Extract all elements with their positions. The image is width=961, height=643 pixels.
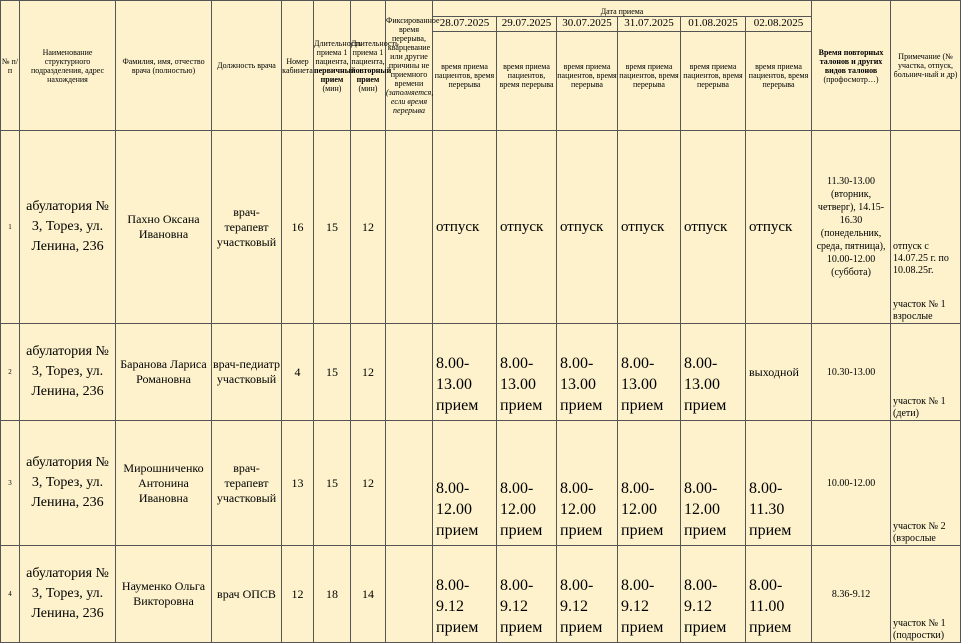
fixed-break-cell	[386, 421, 433, 546]
date-label: 28.07.2025	[433, 17, 496, 32]
date-sub-label: время приема пациентов, время перерыва	[748, 62, 809, 89]
day-cell: 8.00-11.30 прием	[746, 421, 812, 546]
position-cell: врач-терапевт участковый	[212, 421, 282, 546]
day-cell: отпуск	[618, 131, 681, 324]
col-header-room: Номер кабинета	[282, 1, 314, 131]
room-cell: 16	[282, 131, 314, 324]
note-top: отпуск с 14.07.25 г. по 10.08.25г.	[893, 241, 949, 276]
day-cell: отпуск	[746, 131, 812, 324]
room-cell: 4	[282, 324, 314, 421]
date-sub-label: время приема пациентов, время перерыва	[434, 62, 495, 89]
note-bottom: участок № 1 взрослые	[893, 299, 946, 322]
repeat-talons-cell: 11.30-13.00 (вторник, четверг), 14.15-16.30 (понедельник, среда, пятница), 10.00-12.00 (суббота)	[812, 131, 891, 324]
fixed-break-cell	[386, 546, 433, 643]
doctor-name-cell: Науменко Ольга Викторовна	[116, 546, 212, 643]
unit-cell: абулатория № 3, Торез, ул. Ленина, 236	[20, 546, 116, 643]
table-row	[1, 546, 961, 643]
repeat-talons-cell: 10.00-12.00	[812, 421, 891, 546]
date-label: 01.08.2025	[681, 17, 745, 32]
col-header-date-group: Дата приема	[433, 1, 812, 17]
date-column-header	[618, 17, 681, 131]
note-bottom: участок № 1 (подростки)	[893, 618, 946, 641]
row-number: 3	[1, 421, 20, 546]
repeat-talons-cell: 8.36-9.12	[812, 546, 891, 643]
date-label: 31.07.2025	[618, 17, 680, 32]
col-header-num: № п/п	[1, 1, 20, 131]
date-column-header	[433, 17, 497, 131]
day-cell: 8.00-12.00 прием	[618, 421, 681, 546]
day-cell: 8.00-9.12 прием	[497, 546, 557, 643]
date-sub-label: время приема пациентов, время перерыва	[683, 62, 743, 89]
day-cell: 8.00-13.00 прием	[497, 324, 557, 421]
date-column-header	[746, 17, 812, 131]
day-cell: 8.00-12.00 прием	[681, 421, 746, 546]
doctor-name-cell: Баранова Лариса Романовна	[116, 324, 212, 421]
note-bottom: участок № 2 (взрослые	[893, 521, 946, 544]
day-cell: 8.00-9.12 прием	[433, 546, 497, 643]
date-sub-label: время приема пациентов, время перерыва	[619, 62, 679, 89]
duration-repeat-cell: 14	[351, 546, 386, 643]
date-label: 02.08.2025	[746, 17, 811, 32]
duration-repeat-cell: 12	[351, 324, 386, 421]
day-cell: выходной	[746, 324, 812, 421]
col-header-note: Примечание (№ участка, отпуск, больнич-ный и др)	[891, 1, 961, 131]
row-number: 4	[1, 546, 20, 643]
duration-first-cell: 15	[314, 324, 351, 421]
col-header-duration-first: Длительность приема 1 пациента, первичный прием (мин)	[314, 1, 351, 131]
duration-repeat-cell: 12	[351, 421, 386, 546]
day-cell: 8.00-13.00 прием	[557, 324, 618, 421]
fixed-break-cell	[386, 324, 433, 421]
table-row	[1, 324, 961, 421]
note-cell	[891, 546, 961, 643]
table-row	[1, 421, 961, 546]
duration-repeat-cell: 12	[351, 131, 386, 324]
date-label: 29.07.2025	[497, 17, 556, 32]
row-number: 1	[1, 131, 20, 324]
day-cell: 8.00-9.12 прием	[681, 546, 746, 643]
duration-first-cell: 15	[314, 131, 351, 324]
date-column-header	[557, 17, 618, 131]
note-bottom: участок № 1 (дети)	[893, 396, 946, 419]
duration-first-cell: 18	[314, 546, 351, 643]
day-cell: 8.00-12.00 прием	[433, 421, 497, 546]
repeat-talons-cell: 10.30-13.00	[812, 324, 891, 421]
table-row	[1, 131, 961, 324]
day-cell: 8.00-11.00 прием	[746, 546, 812, 643]
fixed-break-cell	[386, 131, 433, 324]
unit-cell: абулатория № 3, Торез, ул. Ленина, 236	[20, 131, 116, 324]
date-sub-label: время приема пациентов, время перерыва	[557, 62, 617, 89]
room-cell: 12	[282, 546, 314, 643]
day-cell: отпуск	[681, 131, 746, 324]
col-header-unit: Наименование структурного подразделения, адрес нахождения	[20, 1, 116, 131]
row-number: 2	[1, 324, 20, 421]
room-cell: 13	[282, 421, 314, 546]
day-cell: отпуск	[557, 131, 618, 324]
note-cell	[891, 131, 961, 324]
day-cell: 8.00-9.12 прием	[557, 546, 618, 643]
doctor-name-cell: Пахно Оксана Ивановна	[116, 131, 212, 324]
day-cell: 8.00-13.00 прием	[681, 324, 746, 421]
day-cell: 8.00-9.12 прием	[618, 546, 681, 643]
day-cell: 8.00-12.00 прием	[557, 421, 618, 546]
day-cell: отпуск	[433, 131, 497, 324]
note-cell	[891, 324, 961, 421]
date-label: 30.07.2025	[557, 17, 617, 32]
duration-first-cell: 15	[314, 421, 351, 546]
date-column-header	[497, 17, 557, 131]
unit-cell: абулатория № 3, Торез, ул. Ленина, 236	[20, 421, 116, 546]
day-cell: 8.00-13.00 прием	[433, 324, 497, 421]
col-header-position: Должность врача	[212, 1, 282, 131]
col-header-duration-repeat: Длительность приема 1 пациента, повторный прием (мин)	[351, 1, 386, 131]
position-cell: врач-педиатр участковый	[212, 324, 282, 421]
day-cell: 8.00-13.00 прием	[618, 324, 681, 421]
unit-cell: абулатория № 3, Торез, ул. Ленина, 236	[20, 324, 116, 421]
col-header-name: Фамилия, имя, отчество врача (полностью)	[116, 1, 212, 131]
position-cell: врач-терапевт участковый	[212, 131, 282, 324]
doctor-name-cell: Мирошниченко Антонина Ивановна	[116, 421, 212, 546]
col-header-repeat-talons: Время повторных талонов и других видов талонов (профосмотр…)	[812, 1, 891, 131]
position-cell: врач ОПСВ	[212, 546, 282, 643]
day-cell: 8.00-12.00 прием	[497, 421, 557, 546]
day-cell: отпуск	[497, 131, 557, 324]
note-cell	[891, 421, 961, 546]
date-column-header	[681, 17, 746, 131]
col-header-fixed-break: Фиксированное время перерыва, кварцевание или другие причины не приемного времени (заполняется, если время перерыва	[386, 1, 433, 131]
date-sub-label: время приема пациентов, время перерыва	[499, 62, 554, 89]
